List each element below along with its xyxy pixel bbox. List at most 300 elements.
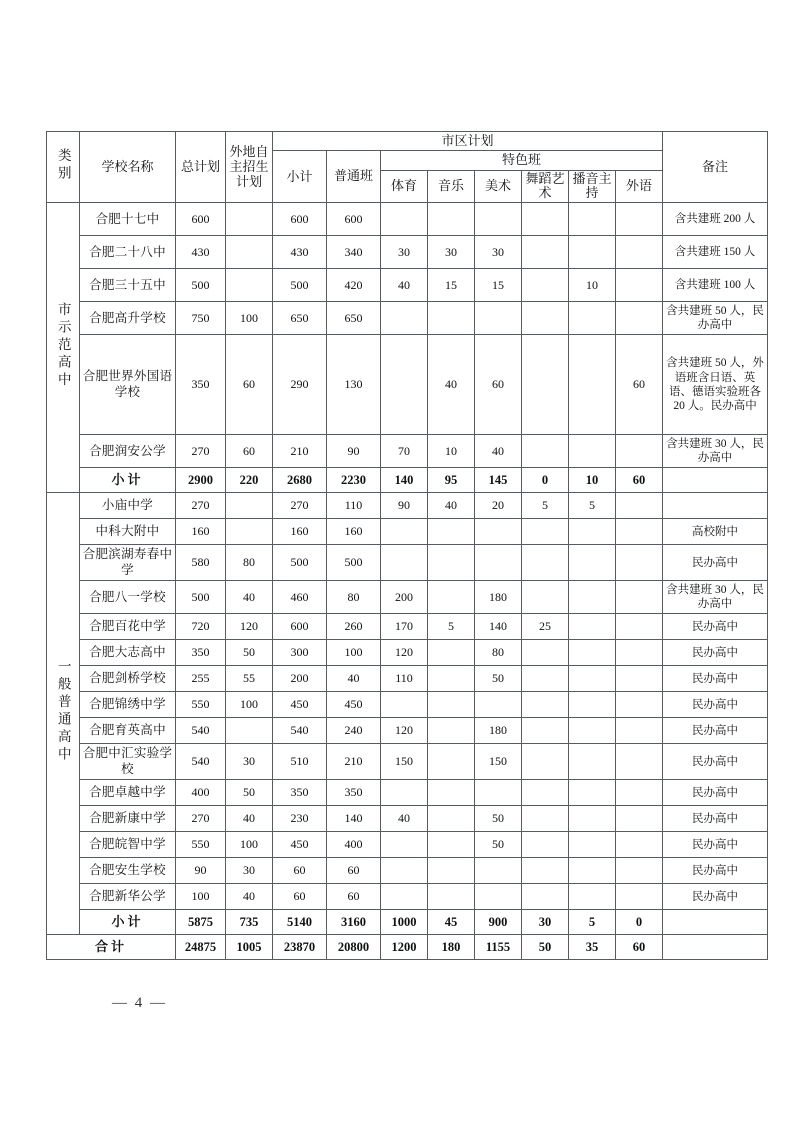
table-row (47, 744, 768, 780)
cell-music: 10 (428, 435, 475, 468)
header-school-name: 学校名称 (80, 132, 176, 203)
table-row (47, 269, 768, 302)
cell-broadcast (569, 640, 616, 666)
cell-outside (226, 519, 273, 545)
cell-dance: 25 (522, 614, 569, 640)
cell-sports (381, 203, 428, 236)
cell-broadcast: 5 (569, 493, 616, 519)
cell-music (428, 692, 475, 718)
cell-sports (381, 858, 428, 884)
cell-subtotal: 450 (273, 692, 327, 718)
cell-music: 40 (428, 335, 475, 435)
table-row (47, 666, 768, 692)
cell-foreign (616, 269, 663, 302)
cell-sports: 90 (381, 493, 428, 519)
cell-art (475, 302, 522, 335)
cell-outside (226, 493, 273, 519)
cell-school-name: 合肥滨湖寿春中学 (80, 545, 176, 581)
grand-total-broadcast: 35 (569, 935, 616, 960)
cell-school-name: 合肥二十八中 (80, 236, 176, 269)
header-normal-class: 普通班 (327, 151, 381, 203)
cell-outside (226, 269, 273, 302)
cell-total: 100 (176, 884, 226, 910)
cell-dance (522, 640, 569, 666)
grand-total-foreign: 60 (616, 935, 663, 960)
cell-art (475, 203, 522, 236)
table-row (47, 692, 768, 718)
cell-remark: 含共建班 150 人 (663, 236, 768, 269)
cell-school-name: 合肥新华公学 (80, 884, 176, 910)
page-number: — 4 — (112, 995, 167, 1011)
cell-school-name: 合肥中汇实验学校 (80, 744, 176, 780)
cell-broadcast (569, 718, 616, 744)
cell-outside: 50 (226, 640, 273, 666)
cell-remark: 民办高中 (663, 545, 768, 581)
cell-remark: 民办高中 (663, 832, 768, 858)
cell-school-name: 合肥卓越中学 (80, 780, 176, 806)
cell-broadcast (569, 545, 616, 581)
grand-total-outside: 1005 (226, 935, 273, 960)
header-music: 音乐 (428, 170, 475, 203)
cell-dance (522, 744, 569, 780)
cell-music: 30 (428, 236, 475, 269)
cell-subtotal: 430 (273, 236, 327, 269)
grand-total-label: 合计 (47, 935, 176, 960)
cell-total: 750 (176, 302, 226, 335)
table-row (47, 203, 768, 236)
cell-normal: 240 (327, 718, 381, 744)
cell-normal: 500 (327, 545, 381, 581)
table-row (47, 718, 768, 744)
cell-dance (522, 335, 569, 435)
cell-art: 180 (475, 718, 522, 744)
cell-subtotal: 460 (273, 581, 327, 614)
subtotal-row (47, 910, 768, 935)
cell-art: 180 (475, 581, 522, 614)
subtotal-art: 145 (475, 468, 522, 493)
cell-subtotal: 230 (273, 806, 327, 832)
cell-outside: 50 (226, 780, 273, 806)
cell-subtotal: 350 (273, 780, 327, 806)
subtotal-broadcast: 5 (569, 910, 616, 935)
cell-remark: 高校附中 (663, 519, 768, 545)
cell-music: 15 (428, 269, 475, 302)
cell-dance (522, 269, 569, 302)
cell-subtotal: 600 (273, 614, 327, 640)
cell-art: 50 (475, 806, 522, 832)
subtotal-art: 900 (475, 910, 522, 935)
cell-total: 270 (176, 493, 226, 519)
cell-sports: 70 (381, 435, 428, 468)
cell-school-name: 合肥大志高中 (80, 640, 176, 666)
cell-dance (522, 884, 569, 910)
cell-music (428, 519, 475, 545)
subtotal-subtotal: 2680 (273, 468, 327, 493)
cell-normal: 420 (327, 269, 381, 302)
cell-subtotal: 650 (273, 302, 327, 335)
cell-foreign (616, 493, 663, 519)
subtotal-music: 95 (428, 468, 475, 493)
cell-subtotal: 510 (273, 744, 327, 780)
cell-school-name: 合肥新康中学 (80, 806, 176, 832)
subtotal-sports: 1000 (381, 910, 428, 935)
cell-outside: 55 (226, 666, 273, 692)
header-special-class: 特色班 (381, 151, 663, 170)
cell-foreign (616, 581, 663, 614)
cell-broadcast (569, 884, 616, 910)
cell-sports (381, 519, 428, 545)
subtotal-dance: 30 (522, 910, 569, 935)
cell-foreign (616, 806, 663, 832)
table-row (47, 806, 768, 832)
cell-school-name: 合肥安生学校 (80, 858, 176, 884)
cell-foreign (616, 666, 663, 692)
cell-school-name: 小庙中学 (80, 493, 176, 519)
cell-sports (381, 545, 428, 581)
header-outside-independent: 外地自主招生计划 (226, 132, 273, 203)
cell-remark: 民办高中 (663, 744, 768, 780)
cell-total: 350 (176, 335, 226, 435)
header-category: 类别 (47, 132, 80, 203)
cell-subtotal: 540 (273, 718, 327, 744)
cell-dance (522, 203, 569, 236)
cell-normal: 80 (327, 581, 381, 614)
table-row (47, 545, 768, 581)
table-row (47, 435, 768, 468)
cell-sports: 200 (381, 581, 428, 614)
table-row (47, 832, 768, 858)
cell-outside: 120 (226, 614, 273, 640)
cell-art: 20 (475, 493, 522, 519)
cell-school-name: 合肥世界外国语学校 (80, 335, 176, 435)
cell-remark: 民办高中 (663, 718, 768, 744)
table-row (47, 884, 768, 910)
cell-remark: 含共建班 50 人，外语班含日语、英语、德语实验班各 20 人。民办高中 (663, 335, 768, 435)
table-body (47, 203, 768, 960)
cell-foreign (616, 640, 663, 666)
cell-broadcast (569, 832, 616, 858)
grand-total-music: 180 (428, 935, 475, 960)
subtotal-foreign: 60 (616, 468, 663, 493)
cell-foreign: 60 (616, 335, 663, 435)
header-subtotal: 小计 (273, 151, 327, 203)
cell-art: 150 (475, 744, 522, 780)
cell-total: 540 (176, 718, 226, 744)
cell-remark: 含共建班 30 人，民办高中 (663, 435, 768, 468)
cell-foreign (616, 744, 663, 780)
cell-sports (381, 832, 428, 858)
cell-total: 90 (176, 858, 226, 884)
cell-dance (522, 581, 569, 614)
cell-dance (522, 666, 569, 692)
cell-sports: 170 (381, 614, 428, 640)
subtotal-music: 45 (428, 910, 475, 935)
cell-remark: 民办高中 (663, 614, 768, 640)
cell-remark: 民办高中 (663, 692, 768, 718)
cell-foreign (616, 692, 663, 718)
cell-outside: 100 (226, 832, 273, 858)
header-remark: 备注 (663, 132, 768, 203)
cell-outside: 60 (226, 335, 273, 435)
cell-dance (522, 806, 569, 832)
cell-remark: 含共建班 50 人，民办高中 (663, 302, 768, 335)
cell-foreign (616, 519, 663, 545)
cell-art (475, 519, 522, 545)
cell-dance (522, 832, 569, 858)
cell-subtotal: 210 (273, 435, 327, 468)
cell-broadcast (569, 302, 616, 335)
cell-total: 270 (176, 806, 226, 832)
enrollment-plan-table (46, 131, 768, 960)
cell-sports: 30 (381, 236, 428, 269)
cell-foreign (616, 236, 663, 269)
cell-subtotal: 450 (273, 832, 327, 858)
cell-total: 550 (176, 692, 226, 718)
cell-total: 160 (176, 519, 226, 545)
category-cell (47, 493, 80, 935)
cell-sports: 40 (381, 269, 428, 302)
cell-music (428, 545, 475, 581)
cell-sports: 40 (381, 806, 428, 832)
subtotal-broadcast: 10 (569, 468, 616, 493)
grand-total-normal: 20800 (327, 935, 381, 960)
cell-broadcast (569, 435, 616, 468)
cell-normal: 600 (327, 203, 381, 236)
cell-music (428, 806, 475, 832)
cell-total: 720 (176, 614, 226, 640)
header-sports: 体育 (381, 170, 428, 203)
cell-remark: 含共建班 30 人，民办高中 (663, 581, 768, 614)
cell-total: 255 (176, 666, 226, 692)
cell-sports (381, 884, 428, 910)
cell-outside: 30 (226, 744, 273, 780)
cell-remark: 民办高中 (663, 780, 768, 806)
cell-foreign (616, 858, 663, 884)
cell-remark: 民办高中 (663, 858, 768, 884)
header-art: 美术 (475, 170, 522, 203)
cell-normal: 260 (327, 614, 381, 640)
subtotal-label: 小计 (80, 910, 176, 935)
cell-subtotal: 60 (273, 884, 327, 910)
cell-dance (522, 236, 569, 269)
cell-sports (381, 780, 428, 806)
grand-total-art: 1155 (475, 935, 522, 960)
cell-art: 140 (475, 614, 522, 640)
cell-music (428, 718, 475, 744)
cell-normal: 650 (327, 302, 381, 335)
subtotal-foreign: 0 (616, 910, 663, 935)
cell-normal: 60 (327, 884, 381, 910)
cell-foreign (616, 832, 663, 858)
cell-school-name: 合肥锦绣中学 (80, 692, 176, 718)
cell-dance (522, 858, 569, 884)
cell-school-name: 合肥高升学校 (80, 302, 176, 335)
cell-broadcast (569, 692, 616, 718)
subtotal-normal: 2230 (327, 468, 381, 493)
cell-remark: 含共建班 200 人 (663, 203, 768, 236)
cell-music (428, 302, 475, 335)
cell-foreign (616, 435, 663, 468)
cell-sports (381, 335, 428, 435)
subtotal-remark (663, 910, 768, 935)
cell-dance (522, 435, 569, 468)
cell-sports: 120 (381, 718, 428, 744)
table-row (47, 581, 768, 614)
cell-broadcast (569, 236, 616, 269)
cell-normal: 140 (327, 806, 381, 832)
cell-broadcast (569, 858, 616, 884)
table-row (47, 236, 768, 269)
cell-school-name: 合肥剑桥学校 (80, 666, 176, 692)
cell-outside: 40 (226, 884, 273, 910)
cell-foreign (616, 203, 663, 236)
cell-art: 50 (475, 832, 522, 858)
cell-art: 30 (475, 236, 522, 269)
cell-outside: 80 (226, 545, 273, 581)
subtotal-total: 2900 (176, 468, 226, 493)
grand-total-row (47, 935, 768, 960)
subtotal-total: 5875 (176, 910, 226, 935)
cell-normal: 40 (327, 666, 381, 692)
cell-broadcast (569, 780, 616, 806)
cell-normal: 90 (327, 435, 381, 468)
cell-normal: 400 (327, 832, 381, 858)
cell-total: 600 (176, 203, 226, 236)
cell-school-name: 合肥八一学校 (80, 581, 176, 614)
subtotal-normal: 3160 (327, 910, 381, 935)
enrollment-plan-table-container (46, 131, 764, 960)
cell-school-name: 合肥十七中 (80, 203, 176, 236)
cell-foreign (616, 614, 663, 640)
cell-foreign (616, 884, 663, 910)
table-row (47, 858, 768, 884)
category-cell (47, 203, 80, 493)
cell-outside (226, 203, 273, 236)
table-row (47, 780, 768, 806)
cell-broadcast (569, 614, 616, 640)
cell-remark: 民办高中 (663, 806, 768, 832)
cell-art: 15 (475, 269, 522, 302)
grand-total-sports: 1200 (381, 935, 428, 960)
cell-outside: 100 (226, 692, 273, 718)
cell-art (475, 858, 522, 884)
cell-normal: 110 (327, 493, 381, 519)
cell-school-name: 合肥润安公学 (80, 435, 176, 468)
category-label: 市示范高中 (55, 301, 71, 390)
cell-music (428, 832, 475, 858)
cell-school-name: 合肥育英高中 (80, 718, 176, 744)
cell-music (428, 666, 475, 692)
cell-music: 5 (428, 614, 475, 640)
cell-subtotal: 160 (273, 519, 327, 545)
cell-normal: 340 (327, 236, 381, 269)
cell-subtotal: 500 (273, 545, 327, 581)
table-row (47, 614, 768, 640)
header-total-plan: 总计划 (176, 132, 226, 203)
cell-outside: 40 (226, 806, 273, 832)
cell-total: 350 (176, 640, 226, 666)
subtotal-dance: 0 (522, 468, 569, 493)
table-row (47, 302, 768, 335)
cell-foreign (616, 545, 663, 581)
cell-dance (522, 692, 569, 718)
cell-remark: 民办高中 (663, 640, 768, 666)
cell-art (475, 884, 522, 910)
cell-broadcast (569, 806, 616, 832)
cell-normal: 350 (327, 780, 381, 806)
cell-normal: 160 (327, 519, 381, 545)
cell-art: 50 (475, 666, 522, 692)
cell-dance (522, 780, 569, 806)
subtotal-remark (663, 468, 768, 493)
cell-outside: 30 (226, 858, 273, 884)
cell-music (428, 884, 475, 910)
cell-music (428, 203, 475, 236)
subtotal-outside: 735 (226, 910, 273, 935)
cell-dance: 5 (522, 493, 569, 519)
grand-total-dance: 50 (522, 935, 569, 960)
cell-total: 400 (176, 780, 226, 806)
cell-outside: 100 (226, 302, 273, 335)
cell-total: 540 (176, 744, 226, 780)
table-row (47, 519, 768, 545)
cell-sports: 150 (381, 744, 428, 780)
cell-foreign (616, 302, 663, 335)
cell-total: 580 (176, 545, 226, 581)
cell-school-name: 合肥皖智中学 (80, 832, 176, 858)
cell-music (428, 581, 475, 614)
cell-art: 40 (475, 435, 522, 468)
cell-subtotal: 290 (273, 335, 327, 435)
header-city-plan: 市区计划 (273, 132, 663, 151)
cell-music: 40 (428, 493, 475, 519)
header-foreign-language: 外语 (616, 170, 663, 203)
cell-sports (381, 302, 428, 335)
cell-music (428, 858, 475, 884)
cell-broadcast (569, 744, 616, 780)
cell-outside: 40 (226, 581, 273, 614)
grand-total-total: 24875 (176, 935, 226, 960)
cell-school-name: 中科大附中 (80, 519, 176, 545)
cell-remark (663, 493, 768, 519)
cell-subtotal: 200 (273, 666, 327, 692)
cell-broadcast (569, 335, 616, 435)
cell-remark: 民办高中 (663, 884, 768, 910)
table-row (47, 493, 768, 519)
cell-sports: 110 (381, 666, 428, 692)
cell-broadcast (569, 519, 616, 545)
cell-subtotal: 300 (273, 640, 327, 666)
cell-normal: 450 (327, 692, 381, 718)
subtotal-label: 小计 (80, 468, 176, 493)
cell-remark: 含共建班 100 人 (663, 269, 768, 302)
cell-total: 430 (176, 236, 226, 269)
cell-broadcast (569, 666, 616, 692)
cell-art (475, 780, 522, 806)
cell-music (428, 640, 475, 666)
cell-total: 500 (176, 581, 226, 614)
cell-normal: 130 (327, 335, 381, 435)
cell-dance (522, 718, 569, 744)
grand-total-remark (663, 935, 768, 960)
cell-music (428, 744, 475, 780)
cell-art: 80 (475, 640, 522, 666)
cell-music (428, 780, 475, 806)
subtotal-subtotal: 5140 (273, 910, 327, 935)
header-dance: 舞蹈艺术 (522, 170, 569, 203)
cell-outside (226, 236, 273, 269)
cell-outside: 60 (226, 435, 273, 468)
